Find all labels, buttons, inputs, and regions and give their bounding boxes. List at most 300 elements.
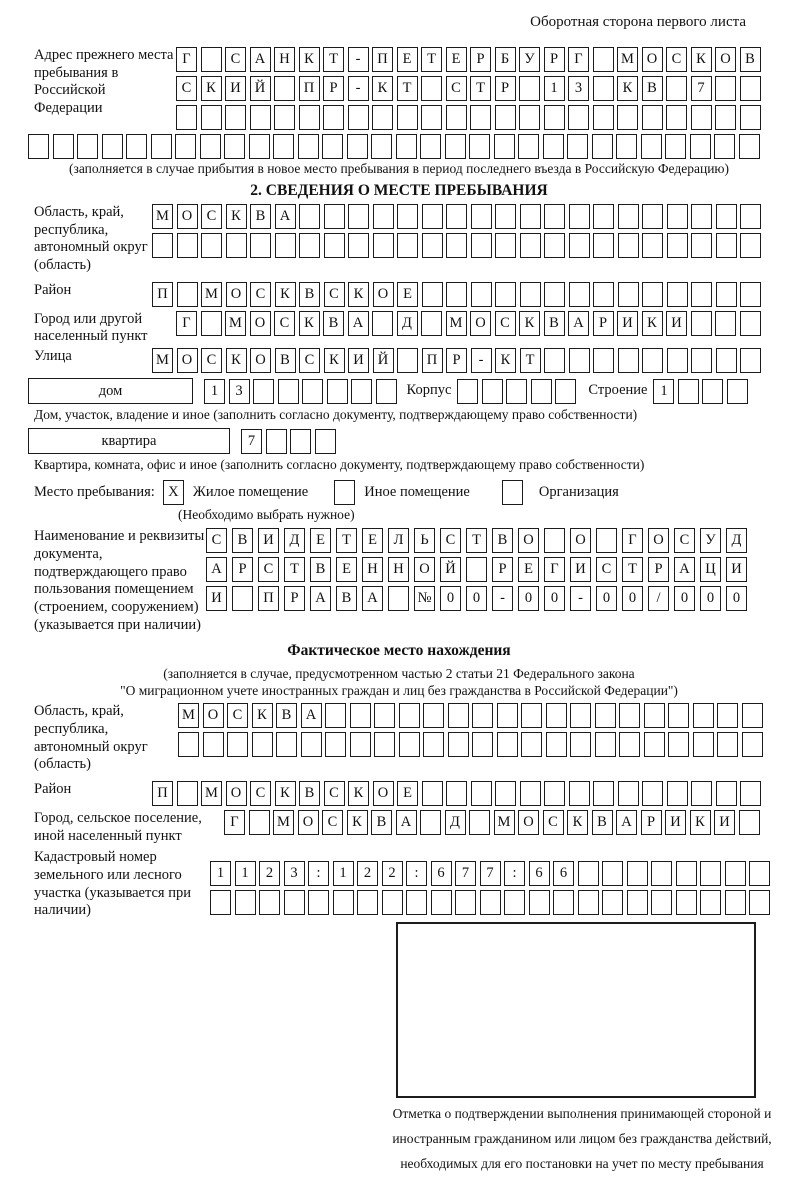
char-box <box>740 204 761 229</box>
korpus-label: Корпус <box>406 382 452 399</box>
char-box: Г <box>176 47 197 72</box>
char-box <box>740 348 761 373</box>
char-box: Н <box>274 47 295 72</box>
region-row-1[interactable] <box>152 204 761 229</box>
char-box <box>642 282 663 307</box>
char-box <box>77 134 98 159</box>
char-box: И <box>258 528 279 553</box>
char-box: К <box>299 311 320 336</box>
char-box <box>544 105 565 130</box>
char-box: Р <box>284 586 305 611</box>
char-box <box>431 890 452 915</box>
char-box: Б <box>495 47 516 72</box>
char-box: Ь <box>414 528 435 553</box>
char-box <box>568 105 589 130</box>
prev-address-row-3[interactable] <box>176 105 761 130</box>
char-box <box>422 233 443 258</box>
char-box <box>376 379 397 404</box>
char-box: К <box>372 76 393 101</box>
char-box <box>690 134 711 159</box>
house-name-box: дом <box>28 378 193 404</box>
char-box: - <box>492 586 513 611</box>
cadastral-block <box>28 849 770 920</box>
stay-option-other-checkbox[interactable] <box>334 480 355 505</box>
char-box: С <box>225 47 246 72</box>
char-box: Л <box>388 528 409 553</box>
char-box <box>678 379 699 404</box>
char-box <box>520 233 541 258</box>
char-box: 2 <box>382 861 403 886</box>
char-box <box>472 703 493 728</box>
char-box: О <box>414 557 435 582</box>
char-box <box>495 105 516 130</box>
char-box: К <box>299 47 320 72</box>
char-box: 3 <box>568 76 589 101</box>
char-box <box>259 890 280 915</box>
char-box <box>529 890 550 915</box>
char-box: Р <box>593 311 614 336</box>
actual-city-label: Город, сельское поселение, иной населенный пункт <box>34 810 202 844</box>
char-box: - <box>348 47 369 72</box>
char-box: 1 <box>210 861 231 886</box>
char-box <box>200 134 221 159</box>
char-box <box>618 348 639 373</box>
actual-location-note-2: "О миграционном учете иностранных граждан и лиц без гражданства в Российской Федерации") <box>120 683 678 699</box>
char-box: Е <box>397 282 418 307</box>
stroenie-label: Строение <box>588 382 648 399</box>
char-box: Д <box>397 311 418 336</box>
prev-address-overflow-row[interactable] <box>28 134 770 159</box>
char-box <box>201 105 222 130</box>
char-box: Р <box>323 76 344 101</box>
char-box: Р <box>446 348 467 373</box>
char-box: : <box>504 861 525 886</box>
char-box: П <box>422 348 443 373</box>
char-box: Р <box>232 557 253 582</box>
char-box <box>470 105 491 130</box>
char-box: Т <box>466 528 487 553</box>
char-box <box>421 105 442 130</box>
char-box <box>177 233 198 258</box>
char-box <box>421 311 442 336</box>
char-box: В <box>250 204 271 229</box>
char-box <box>520 282 541 307</box>
char-box <box>602 890 623 915</box>
char-box <box>323 105 344 130</box>
char-box <box>494 134 515 159</box>
char-box <box>651 861 672 886</box>
char-box: Д <box>726 528 747 553</box>
char-box <box>151 134 172 159</box>
char-box <box>651 890 672 915</box>
char-box: 6 <box>431 861 452 886</box>
stay-option-organization-checkbox[interactable] <box>502 480 523 505</box>
char-box: Р <box>470 47 491 72</box>
char-box <box>203 732 224 757</box>
stay-type-note: (Необходимо выбрать нужное) <box>178 507 355 523</box>
char-box <box>569 781 590 806</box>
char-box: П <box>258 586 279 611</box>
char-box: С <box>674 528 695 553</box>
char-box <box>351 379 372 404</box>
char-box <box>480 890 501 915</box>
char-box <box>469 810 490 835</box>
city-block <box>28 311 770 346</box>
prev-address-row-1[interactable] <box>176 47 761 72</box>
char-box <box>596 528 617 553</box>
char-box <box>388 586 409 611</box>
city-row[interactable] <box>176 311 761 336</box>
char-box <box>715 311 736 336</box>
char-box: И <box>666 311 687 336</box>
char-box: С <box>446 76 467 101</box>
actual-location-note-1: (заполняется в случае, предусмотренном частью 2 статьи 21 Федерального закона <box>163 666 635 682</box>
char-box: Г <box>568 47 589 72</box>
char-box <box>334 480 355 505</box>
apartment-number-field[interactable] <box>241 429 336 454</box>
char-box <box>727 379 748 404</box>
char-box <box>555 379 576 404</box>
house-note: Дом, участок, владение и иное (заполнить согласно документу, подтверждающему право собственности) <box>34 407 638 423</box>
char-box <box>691 204 712 229</box>
document-label: Наименование и реквизиты документа, подтверждающего право пользования помещением (строением, сооружением) (указывается при наличии) <box>34 528 205 633</box>
char-box <box>399 703 420 728</box>
char-box: 7 <box>241 429 262 454</box>
char-box: С <box>495 311 516 336</box>
char-box <box>325 703 346 728</box>
char-box: 2 <box>357 861 378 886</box>
char-box <box>749 890 770 915</box>
char-box <box>715 105 736 130</box>
char-box <box>399 732 420 757</box>
char-box <box>253 379 274 404</box>
cadastral-row-1[interactable] <box>210 861 770 886</box>
char-box <box>177 781 198 806</box>
char-box <box>570 703 591 728</box>
char-box <box>740 282 761 307</box>
char-box: К <box>226 348 247 373</box>
actual-district-row[interactable] <box>152 781 761 806</box>
char-box <box>627 890 648 915</box>
char-box: : <box>308 861 329 886</box>
char-box: В <box>336 586 357 611</box>
char-box: Ц <box>700 557 721 582</box>
actual-region-row-2[interactable] <box>178 732 763 757</box>
char-box: И <box>206 586 227 611</box>
char-box <box>275 233 296 258</box>
char-box: А <box>250 47 271 72</box>
char-box: А <box>301 703 322 728</box>
char-box: К <box>201 76 222 101</box>
char-box: 0 <box>596 586 617 611</box>
prev-address-rows <box>176 47 761 130</box>
document-row-3[interactable] <box>206 586 747 611</box>
char-box: Т <box>323 47 344 72</box>
char-box <box>676 890 697 915</box>
char-box <box>569 233 590 258</box>
char-box <box>593 105 614 130</box>
char-box: Й <box>250 76 271 101</box>
char-box: В <box>276 703 297 728</box>
char-box: С <box>543 810 564 835</box>
street-label: Улица <box>34 348 72 365</box>
char-box: А <box>674 557 695 582</box>
char-box: С <box>201 348 222 373</box>
char-box <box>374 732 395 757</box>
char-box <box>593 76 614 101</box>
char-box <box>266 429 287 454</box>
char-box: К <box>348 282 369 307</box>
char-box: С <box>176 76 197 101</box>
char-box: Г <box>544 557 565 582</box>
stay-option-residential-label: Жилое помещение <box>192 483 309 500</box>
char-box: К <box>495 348 516 373</box>
char-box <box>322 134 343 159</box>
char-box <box>725 890 746 915</box>
char-box <box>445 134 466 159</box>
char-box <box>397 204 418 229</box>
char-box: 1 <box>235 861 256 886</box>
city-label: Город или другой населенный пункт <box>34 310 148 345</box>
char-box <box>740 233 761 258</box>
char-box <box>641 134 662 159</box>
char-box <box>252 732 273 757</box>
char-box <box>691 105 712 130</box>
char-box: А <box>275 204 296 229</box>
char-box <box>327 379 348 404</box>
char-box: 0 <box>674 586 695 611</box>
region-row-2[interactable] <box>152 233 761 258</box>
char-box <box>642 204 663 229</box>
char-box <box>702 379 723 404</box>
char-box: О <box>226 781 247 806</box>
char-box <box>616 134 637 159</box>
char-box <box>617 105 638 130</box>
char-box: К <box>348 781 369 806</box>
char-box <box>495 204 516 229</box>
prev-address-note: (заполняется в случае прибытия в новое место пребывания в период последнего въезда в Российскую Федерацию) <box>68 161 730 176</box>
char-box <box>642 781 663 806</box>
char-box: У <box>519 47 540 72</box>
char-box <box>422 204 443 229</box>
char-box: М <box>446 311 467 336</box>
char-box: О <box>715 47 736 72</box>
char-box <box>397 105 418 130</box>
char-box: К <box>690 810 711 835</box>
char-box <box>448 732 469 757</box>
char-box: П <box>299 76 320 101</box>
char-box: И <box>348 348 369 373</box>
char-box: А <box>396 810 417 835</box>
char-box <box>273 134 294 159</box>
char-box <box>371 134 392 159</box>
char-box: Д <box>284 528 305 553</box>
char-box: Д <box>445 810 466 835</box>
actual-city-row[interactable] <box>224 810 760 835</box>
street-row[interactable] <box>152 348 761 373</box>
char-box <box>715 76 736 101</box>
korpus-field[interactable] <box>457 379 576 404</box>
house-number-field[interactable] <box>204 379 397 404</box>
char-box <box>578 861 599 886</box>
char-box <box>519 105 540 130</box>
char-box: Г <box>176 311 197 336</box>
char-box: В <box>492 528 513 553</box>
char-box: 0 <box>700 586 721 611</box>
stay-option-residential-checkbox[interactable] <box>163 480 184 505</box>
char-box <box>742 703 763 728</box>
cadastral-label: Кадастровый номер земельного или лесного участка (указывается при наличии) <box>34 849 191 919</box>
char-box <box>495 781 516 806</box>
char-box: Р <box>648 557 669 582</box>
district-row[interactable] <box>152 282 761 307</box>
char-box: Р <box>495 76 516 101</box>
char-box <box>717 703 738 728</box>
char-box: С <box>201 204 222 229</box>
char-box <box>717 732 738 757</box>
prev-address-row-2[interactable] <box>176 76 761 101</box>
char-box: 0 <box>544 586 565 611</box>
char-box: О <box>373 282 394 307</box>
document-rows <box>206 528 747 611</box>
char-box <box>700 890 721 915</box>
char-box <box>740 76 761 101</box>
char-box: И <box>714 810 735 835</box>
char-box: 3 <box>229 379 250 404</box>
char-box: У <box>700 528 721 553</box>
char-box: Г <box>224 810 245 835</box>
char-box <box>126 134 147 159</box>
char-box: И <box>726 557 747 582</box>
char-box: 7 <box>455 861 476 886</box>
char-box: С <box>440 528 461 553</box>
stroenie-field[interactable] <box>653 379 748 404</box>
char-box: № <box>414 586 435 611</box>
char-box <box>299 105 320 130</box>
char-box: А <box>616 810 637 835</box>
char-box <box>357 890 378 915</box>
char-box <box>302 379 323 404</box>
char-box: 1 <box>544 76 565 101</box>
char-box <box>471 781 492 806</box>
char-box: Н <box>362 557 383 582</box>
char-box: Е <box>310 528 331 553</box>
char-box <box>482 379 503 404</box>
actual-district-label: Район <box>34 781 72 797</box>
char-box <box>691 233 712 258</box>
char-box: Е <box>397 781 418 806</box>
char-box <box>667 282 688 307</box>
char-box: А <box>362 586 383 611</box>
char-box <box>420 810 441 835</box>
char-box <box>201 311 222 336</box>
confirmation-caption: Отметка о подтверждении выполнения принимающей стороной и иностранным гражданином или лицом без гражданства действий, необходимых для его постановки на учет по месту пребывания <box>392 1106 772 1172</box>
actual-region-label: Область, край, республика, автономный округ (область) <box>34 703 148 773</box>
char-box: М <box>201 781 222 806</box>
char-box: С <box>274 311 295 336</box>
char-box: Й <box>373 348 394 373</box>
char-box <box>618 282 639 307</box>
char-box <box>666 76 687 101</box>
char-box <box>284 890 305 915</box>
region-rows <box>152 204 761 258</box>
char-box <box>348 204 369 229</box>
char-box <box>422 282 443 307</box>
char-box: Е <box>518 557 539 582</box>
cadastral-row-2[interactable] <box>210 890 770 915</box>
char-box: С <box>324 781 345 806</box>
actual-region-row-1[interactable] <box>178 703 763 728</box>
char-box: / <box>648 586 669 611</box>
char-box <box>691 282 712 307</box>
char-box <box>423 703 444 728</box>
char-box <box>691 348 712 373</box>
document-row-1[interactable] <box>206 528 747 553</box>
char-box <box>201 47 222 72</box>
char-box <box>740 781 761 806</box>
char-box <box>691 311 712 336</box>
char-box <box>593 47 614 72</box>
char-box <box>725 861 746 886</box>
char-box <box>227 732 248 757</box>
char-box: К <box>275 282 296 307</box>
char-box <box>642 105 663 130</box>
char-box <box>567 134 588 159</box>
char-box <box>420 134 441 159</box>
char-box <box>324 204 345 229</box>
char-box: О <box>226 282 247 307</box>
char-box <box>667 233 688 258</box>
char-box <box>471 204 492 229</box>
char-box <box>667 204 688 229</box>
char-box: С <box>666 47 687 72</box>
char-box <box>250 233 271 258</box>
char-box: Е <box>336 557 357 582</box>
char-box: М <box>273 810 294 835</box>
actual-city-block <box>28 810 770 845</box>
char-box <box>446 781 467 806</box>
char-box: X <box>163 480 184 505</box>
char-box: О <box>470 311 491 336</box>
char-box <box>373 204 394 229</box>
apartment-note: Квартира, комната, офис и иное (заполнить согласно документу, подтверждающему право собственности) <box>34 457 645 473</box>
char-box: Р <box>544 47 565 72</box>
document-row-2[interactable] <box>206 557 747 582</box>
prev-address-block <box>28 47 770 130</box>
char-box <box>714 134 735 159</box>
char-box: М <box>225 311 246 336</box>
char-box <box>471 282 492 307</box>
char-box: К <box>252 703 273 728</box>
char-box <box>446 282 467 307</box>
cadastral-rows <box>210 849 770 915</box>
district-label: Район <box>34 281 72 298</box>
char-box <box>740 105 761 130</box>
char-box <box>544 348 565 373</box>
street-block <box>28 348 770 373</box>
char-box: С <box>324 282 345 307</box>
char-box <box>235 890 256 915</box>
document-block <box>28 528 770 634</box>
char-box <box>592 134 613 159</box>
char-box <box>665 134 686 159</box>
char-box <box>716 282 737 307</box>
char-box: 0 <box>726 586 747 611</box>
char-box <box>544 528 565 553</box>
char-box <box>28 134 49 159</box>
char-box <box>742 732 763 757</box>
char-box: В <box>642 76 663 101</box>
